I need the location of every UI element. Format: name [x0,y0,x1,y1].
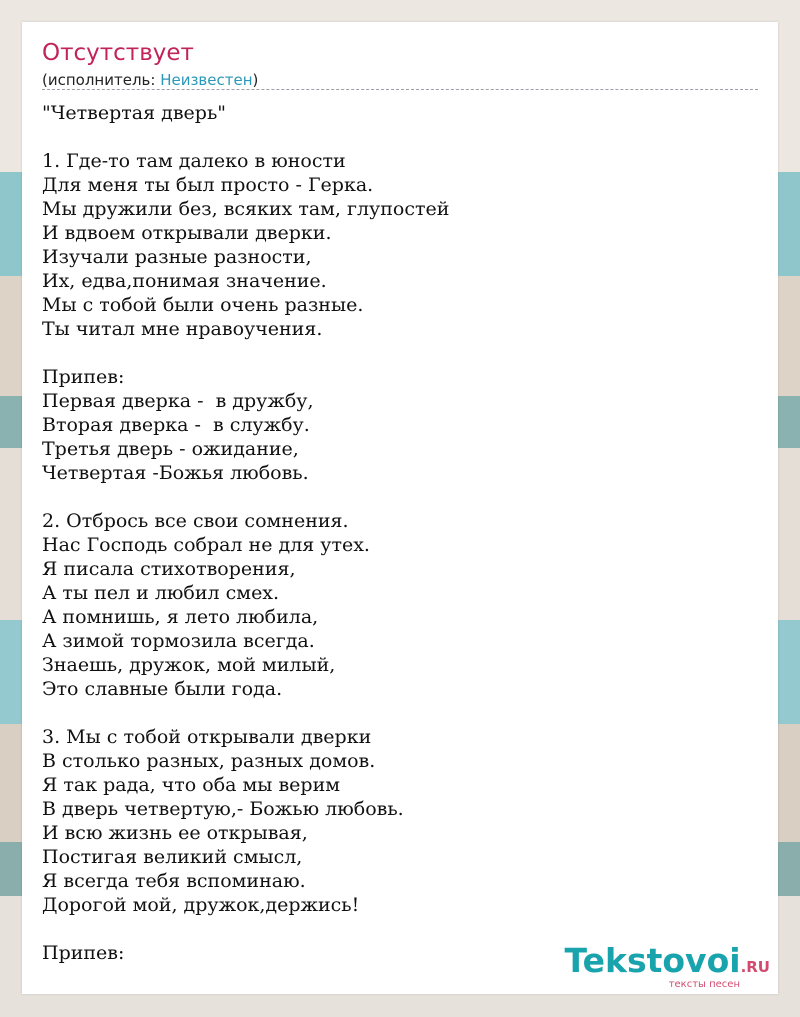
lyric-line: Я так рада, что оба мы верим [42,774,341,796]
lyric-line: А ты пел и любил смех. [42,582,280,604]
lyric-line: Четвертая -Божья любовь. [42,462,309,484]
lyric-line: Нас Господь собрал не для утех. [42,534,370,556]
lyric-line: Знаешь, дружок, мой милый, [42,654,336,676]
site-logo[interactable] [565,943,770,990]
artist-link[interactable]: Неизвестен [160,71,253,89]
lyric-line [42,341,758,365]
lyric-line: 3. Мы с тобой открывали дверки [42,726,372,748]
lyric-line: 1. Где-то там далеко в юности [42,150,346,172]
logo-tld: .RU [740,958,770,976]
logo-tagline: тексты песен [668,979,740,990]
artist-line [42,71,258,89]
lyric-line: Ты читал мне нравоучения. [42,318,323,340]
lyric-line: В столько разных, разных домов. [42,750,376,772]
lyric-line: И вдвоем открывали дверки. [42,222,332,244]
header-divider [42,89,758,90]
lyric-line: Припев: [42,366,125,388]
lyric-line: А зимой тормозила всегда. [42,630,315,652]
lyric-line: Для меня ты был просто - Герка. [42,174,374,196]
lyric-line: И всю жизнь ее открывая, [42,822,308,844]
lyric-line: Я писала стихотворения, [42,558,296,580]
artist-suffix: ) [252,71,259,89]
lyrics-card [22,22,778,994]
lyric-line: Мы дружили без, всяких там, глупостей [42,198,450,220]
lyric-line: Их, едва,понимая значение. [42,270,327,292]
lyrics-text [42,101,758,965]
logo-name: Tekstovoi [564,941,741,980]
lyric-line: Первая дверка - в дружбу, [42,390,314,412]
lyric-line: "Четвертая дверь" [42,102,227,124]
lyric-line: Дорогой мой, дружок,держись! [42,894,360,916]
lyric-line [42,917,758,941]
lyric-line: Это славные были года. [42,678,283,700]
lyric-line: 2. Отбрось все свои сомнения. [42,510,349,532]
lyric-line [42,485,758,509]
lyric-line: Я всегда тебя вспоминаю. [42,870,306,892]
artist-prefix: (исполнитель: [42,71,161,89]
song-title: Отсутствует [42,40,194,66]
lyric-line: А помнишь, я лето любила, [42,606,319,628]
lyric-line: В дверь четвертую,- Божью любовь. [42,798,404,820]
lyric-line: Постигая великий смысл, [42,846,303,868]
lyric-line: Третья дверь - ожидание, [42,438,299,460]
lyric-line: Мы с тобой были очень разные. [42,294,364,316]
lyric-line: Изучали разные разности, [42,246,312,268]
lyric-line: Припев: [42,942,125,964]
lyric-line [42,125,758,149]
lyric-line [42,701,758,725]
lyric-line: Вторая дверка - в службу. [42,414,310,436]
